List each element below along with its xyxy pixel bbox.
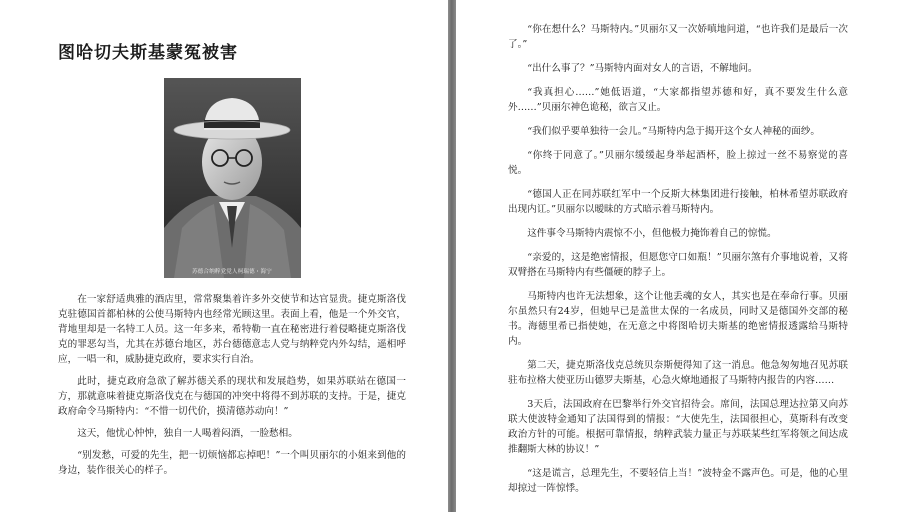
paragraph: “出什么事了？”马斯特内面对女人的言语，不解地问。 [527,63,758,74]
paragraph: “我真担心……”她低语道，“大家都指望苏德和好，真不要发生什么意外……”贝丽尔神色诡秘，欲言又止。 [508,87,848,113]
portrait-photo [164,78,301,278]
paragraph: “德国人正在同苏联红军中一个反斯大林集团进行接触，柏林希望苏联政府出现内讧。”贝丽尔以暧昧的方式暗示着马斯特内。 [508,189,848,215]
paragraph: “亲爱的，这是绝密情报，但愿您守口如瓶！”贝丽尔煞有介事地说着，又将双臂搭在马斯特内有些僵硬的脖子上。 [508,252,848,278]
paragraph: “别发愁，可爱的先生，把一切烦恼都忘掉吧！”一个叫贝丽尔的小姐来到他的身边，装作很关心的样子。 [58,450,406,476]
paragraph: 在一家舒适典雅的酒店里，常常聚集着许多外交使节和达官显贵。捷克斯洛伐克驻德国首都柏林的公使马斯特内也经常光顾这里。表面上看，他是一个外交官，背地里却是一名特工人员。这一年多来，希特勒一直在秘密进行着侵略捷克斯洛伐克的罪恶勾当，尤其在苏德台地区，苏台德德意志人党与纳粹党内外勾结，遥相呼应，一唱一和，威胁捷克政府，要求实行自治。 [58,294,406,365]
portrait-illustration [164,78,301,278]
paragraph: “你在想什么？马斯特内。”贝丽尔又一次娇嗔地问道，“也许我们是最后一次了。” [508,24,848,50]
portrait-figure [164,78,301,278]
left-page [0,0,448,512]
paragraph: 3天后，法国政府在巴黎举行外交官招待会。席间，法国总理达拉第又向苏联大使波特金通知了法国得到的情报：“大使先生，法国很担心，莫斯科有改变政治方针的可能。根据可靠情报，纳粹武装力量正与苏联某些红军将领之间达成推翻斯大林的协议！” [508,399,848,455]
page-gutter [448,0,456,512]
paragraph: 这件事令马斯特内震惊不小，但他极力掩饰着自己的惊慌。 [527,228,777,239]
photo-caption: 苏德合纳粹党党人柯瑞德・海宁 [192,269,272,275]
paragraph: “这是谎言，总理先生，不要轻信上当！”波特金不露声色。可是，他的心里却掠过一阵惊悸。 [508,468,848,494]
paragraph: 此时，捷克政府急欲了解苏德关系的现状和发展趋势，如果苏联站在德国一方，那就意味着捷克斯洛伐克在与德国的冲突中将得不到苏联的支持。于是，捷克政府命令马斯特内：“不惜一切代价，摸清德苏动向！” [58,376,406,417]
paragraph: “你终于同意了。”贝丽尔缓缓起身举起酒杯，脸上掠过一丝不易察觉的喜悦。 [508,150,848,176]
paragraph: 马斯特内也许无法想象，这个让他丢魂的女人，其实也是在奉命行事。贝丽尔虽然只有24岁，但她早已是盖世太保的一名成员，同时又是德国外交部的秘书。海德里希已指使她，在无意之中将图哈切夫斯基的绝密情报透露给马斯特内。 [508,291,848,347]
chapter-title: 图哈切夫斯基蒙冤被害 [58,43,238,63]
paragraph: 这天，他忧心忡忡，独自一人喝着闷酒，一脸愁相。 [77,428,298,439]
right-page [456,0,900,512]
paragraph: “我们似乎要单独待一会儿。”马斯特内急于揭开这个女人神秘的面纱。 [527,126,821,137]
paragraph: 第二天，捷克斯洛伐克总统贝奈斯便得知了这一消息。他急匆匆地召见苏联驻布拉格大使亚历山德罗夫斯基，心急火燎地通报了马斯特内报告的内容…… [508,360,848,386]
